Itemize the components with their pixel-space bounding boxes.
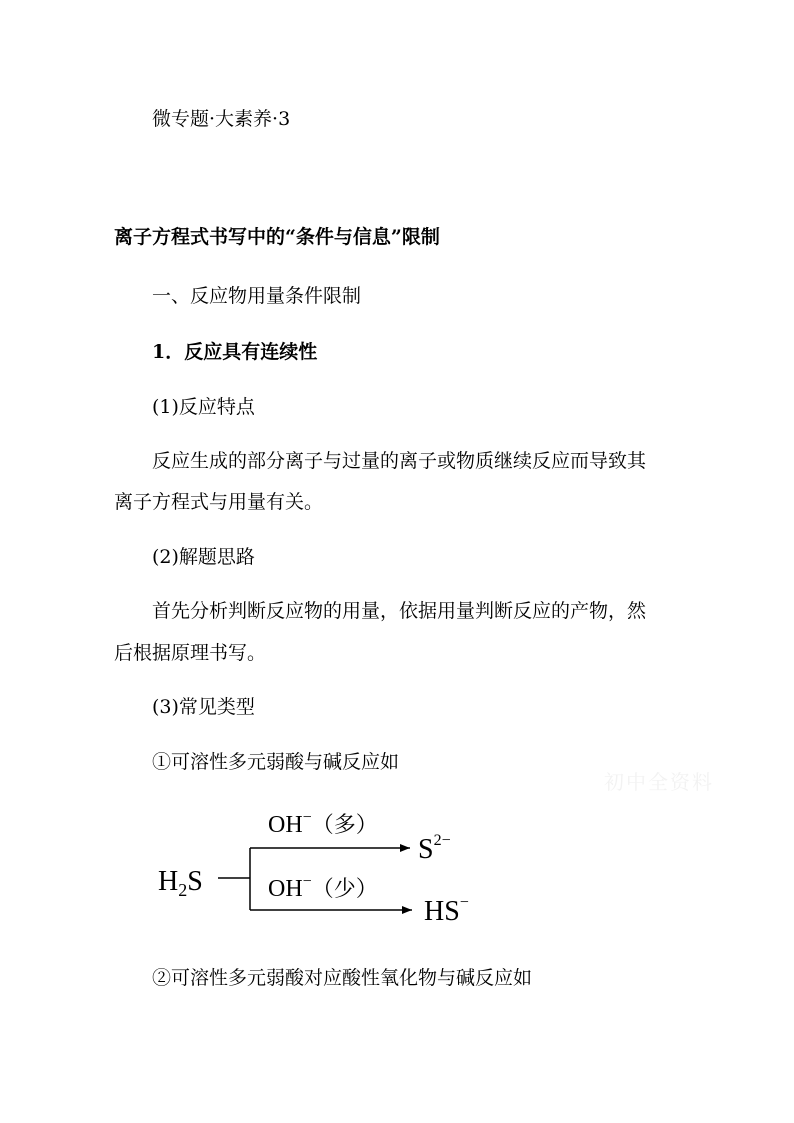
paragraph-line: 反应生成的部分离子与过量的离子或物质继续反应而导致其 (152, 450, 647, 472)
example-1: ①可溶性多元弱酸与碱反应如 (152, 751, 400, 773)
reactant-formula: $H_2S$ (158, 866, 203, 900)
item-label-2: (2)解题思路 (152, 546, 255, 568)
upper-condition: OH−（多） (268, 809, 378, 838)
series-header: 微专题·大素养·3 (152, 108, 291, 130)
lower-product: HS− (424, 894, 469, 927)
item-label-3: (3)常见类型 (152, 696, 255, 718)
reaction-scheme (150, 796, 490, 936)
section-heading: 一、反应物用量条件限制 (152, 285, 362, 307)
lower-condition: OH−（少） (268, 873, 378, 902)
upper-product: $S^{2-}$ (418, 832, 451, 865)
paragraph-line: 首先分析判断反应物的用量，依据用量判断反应的产物，然 (152, 600, 647, 622)
subsection-heading: 1．反应具有连续性 (152, 341, 318, 363)
paragraph-line: 离子方程式与用量有关。 (114, 491, 324, 513)
page-title: 离子方程式书写中的“条件与信息”限制 (114, 226, 440, 248)
item-label-1: (1)反应特点 (152, 396, 255, 418)
example-2: ②可溶性多元弱酸对应酸性氧化物与碱反应如 (152, 967, 533, 989)
paragraph-line: 后根据原理书写。 (114, 642, 267, 664)
watermark: 初中全资料 (604, 770, 714, 794)
